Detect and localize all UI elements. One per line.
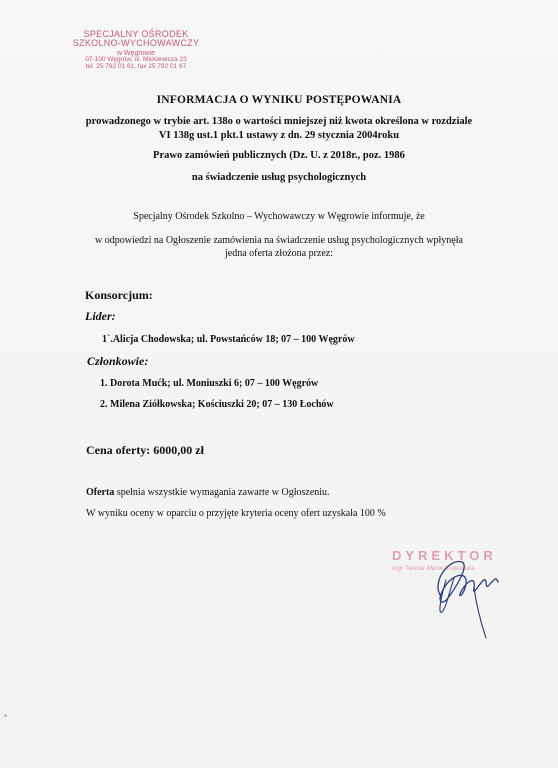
leader-label: Lider: [85,309,116,323]
offer-word: Oferta [86,487,115,498]
intro-line: jedna oferta złożona przez: [225,248,333,259]
heading-line: na świadczenie usług psychologicznych [191,172,367,183]
scan-speck [4,714,7,717]
heading-line: prowadzonego w trybie art. 138o o wartości mniejszej niż kwota określona w rozdziale [85,116,473,127]
member-entry: 1. Dorota Mućk; ul. Moniuszki 6; 07 – 100 Węgrów [100,378,319,389]
stamp-line: SPECJALNY OŚRODEK [83,29,189,39]
stamp-line: SZKOLNO-WYCHOWAWCZY [72,38,200,49]
director-title: DYREKTOR [392,548,497,563]
offer-compliance [86,487,330,498]
director-name: mgr Teresa Maria Krajewska [392,565,475,572]
stamp-line: tel. 25 792 01 61, fax 25 792 01 67 [85,63,187,71]
stamp-line: 07-100 Węgrów, ul. Mickiewicza 23 [85,56,187,64]
heading-line: Prawo zamówień publicznych (Dz. U. z 2018r., poz. 1986 [153,150,405,161]
offer-price: Cena oferty: 6000,00 zł [86,443,204,457]
heading-line: VI 138g ust.1 pkt.1 ustawy z dn. 29 stycznia 2004roku [158,130,400,141]
intro-line: w odpowiedzi na Ogłoszenie zamówienia na świadczenie usług psychologicznych wpłynęła [95,235,463,246]
document-title: INFORMACJA O WYNIKU POSTĘPOWANIA [156,94,402,106]
director-signature [410,540,520,645]
leader-entry: 1`.Alicja Chodowska; ul. Powstańców 18; 07 – 100 Węgrów [102,334,355,345]
evaluation-result: W wyniku oceny w oparciu o przyjęte kryteria oceny ofert uzyskała 100 % [86,508,386,519]
member-entry: 2. Milena Ziółkowska; Kościuszki 20; 07 – 130 Łochów [100,399,334,410]
intro-line: Specjalny Ośrodek Szkolno – Wychowawczy w Węgrowie informuje, że [133,211,425,222]
consortium-label: Konsorcjum: [85,288,153,302]
offer-compliance-text: spełnia wszystkie wymagania zawarte w Ogłoszeniu. [114,487,330,498]
members-label: Członkowie: [87,354,149,368]
stamp-line: w Węgrowie [116,49,156,57]
school-stamp [66,30,206,71]
